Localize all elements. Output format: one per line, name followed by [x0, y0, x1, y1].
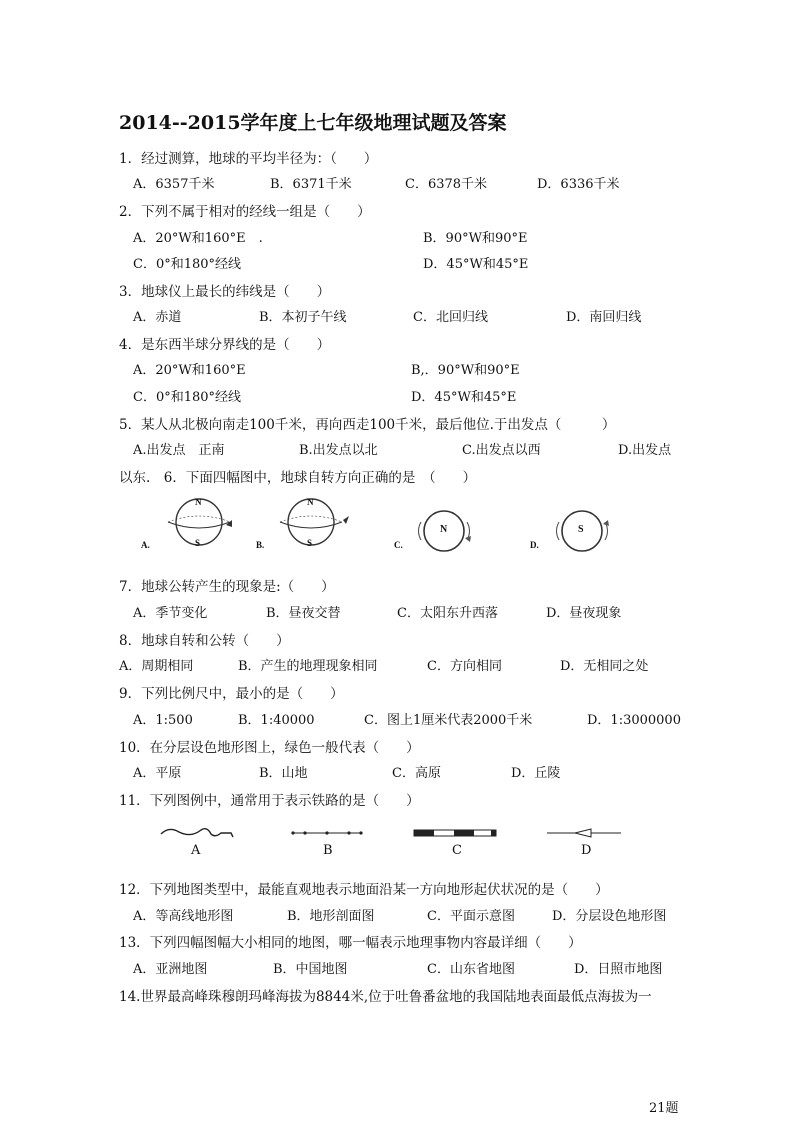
- q9-option-c: C．图上1厘米代表2000千米: [364, 713, 533, 728]
- q5-option-a: A.出发点 正南: [133, 443, 225, 458]
- q5-option-d: D.出发点: [618, 443, 672, 458]
- figure-label-a: A.: [141, 540, 150, 550]
- figure-label-b: B.: [256, 540, 265, 550]
- q4-option-a: A．20°W和160°E: [133, 363, 246, 378]
- q3-option-c: C．北回归线: [413, 310, 488, 325]
- q13-option-c: C．山东省地图: [427, 962, 515, 977]
- earth-rotation-figures: [138, 494, 678, 554]
- q3-option-d: D．南回归线: [566, 310, 642, 325]
- q5-option-c: C.出发点以西: [462, 443, 541, 458]
- question-2: 2．下列不属于相对的经线一组是（ ）: [119, 204, 371, 220]
- q1-option-b: B．6371千米: [270, 177, 352, 192]
- figure-c-n: N: [440, 524, 448, 535]
- q10-option-d: D．丘陵: [511, 766, 561, 781]
- figure-b-globe: [280, 499, 349, 545]
- q2-option-a: A．20°W和160°E .: [133, 231, 263, 246]
- legend-b-symbol: [291, 831, 362, 834]
- q7-option-c: C．太阳东升西落: [397, 606, 498, 621]
- question-1: 1．经过测算，地球的平均半径为：（ ）: [119, 151, 378, 167]
- q7-option-d: D．昼夜现象: [546, 606, 622, 621]
- figure-b-s: S: [307, 538, 313, 548]
- map-legend-figures: [155, 822, 630, 848]
- page-footer: 21题: [649, 1101, 679, 1116]
- q9-option-d: D．1:3000000: [587, 713, 681, 728]
- question-14: 14.世界最高峰珠穆朗玛峰海拔为8844米,位于吐鲁番盆地的我国陆地表面最低点海拔为一: [119, 989, 652, 1005]
- q9-option-a: A．1:500: [133, 713, 193, 728]
- question-9: 9．下列比例尺中，最小的是（ ）: [119, 686, 344, 702]
- question-4: 4．是东西半球分界线的是（ ）: [119, 337, 331, 353]
- legend-d-symbol: [547, 829, 621, 837]
- question-11: 11．下列图例中，通常用于表示铁路的是（ ）: [119, 793, 420, 809]
- q8-option-d: D．无相同之处: [560, 659, 649, 674]
- q10-option-a: A．平原: [133, 766, 182, 781]
- q2-option-d: D．45°W和45°E: [423, 257, 529, 272]
- q4-option-c: C．0°和180°经线: [133, 390, 242, 405]
- legend-label-b: B: [323, 843, 333, 858]
- legend-a-symbol: [161, 829, 233, 837]
- figure-a-s: S: [195, 538, 201, 548]
- q1-option-a: A．6357千米: [133, 177, 215, 192]
- q12-option-b: B．地形剖面图: [287, 909, 375, 924]
- question-6: 以东. 6．下面四幅图中，地球自转方向正确的是 （ ）: [119, 470, 477, 486]
- q1-option-d: D．6336千米: [537, 177, 620, 192]
- legend-label-c: C: [452, 843, 462, 858]
- question-12: 12．下列地图类型中，最能直观地表示地面沿某一方向地形起伏状况的是（ ）: [119, 882, 609, 898]
- q2-option-c: C．0°和180°经线: [133, 257, 242, 272]
- q8-option-c: C．方向相同: [427, 659, 502, 674]
- q13-option-b: B．中国地图: [273, 962, 348, 977]
- figure-label-c: C.: [394, 540, 403, 550]
- question-10: 10．在分层设色地形图上，绿色一般代表（ ）: [119, 740, 420, 756]
- q12-option-a: A．等高线地形图: [133, 909, 234, 924]
- q3-option-b: B．本初子午线: [259, 310, 347, 325]
- figure-a-n: N: [195, 497, 202, 507]
- legend-label-d: D: [581, 843, 592, 858]
- legend-c-symbol: [414, 830, 496, 836]
- q2-option-b: B．90°W和90°E: [423, 231, 528, 246]
- q8-option-a: A．周期相同: [119, 659, 194, 674]
- q7-option-b: B．昼夜交替: [266, 606, 341, 621]
- q5-option-b: B.出发点以北: [299, 443, 378, 458]
- q10-option-c: C．高原: [392, 766, 441, 781]
- figure-label-d: D.: [530, 540, 539, 550]
- q10-option-b: B．山地: [259, 766, 308, 781]
- q4-option-b: B,．90°W和90°E: [411, 363, 520, 378]
- q8-option-b: B．产生的地理现象相同: [238, 659, 378, 674]
- legend-label-a: A: [191, 843, 201, 858]
- q13-option-d: D．日照市地图: [574, 962, 663, 977]
- q1-option-c: C．6378千米: [405, 177, 488, 192]
- question-7: 7．地球公转产生的现象是:（ ）: [119, 579, 335, 595]
- document-title: 2014--2015学年度上七年级地理试题及答案: [119, 112, 507, 134]
- q7-option-a: A．季节变化: [133, 606, 208, 621]
- q9-option-b: B．1:40000: [238, 713, 315, 728]
- q4-option-d: D．45°W和45°E: [411, 390, 517, 405]
- figure-b-n: N: [307, 497, 314, 507]
- q12-option-c: C．平面示意图: [427, 909, 515, 924]
- question-3: 3．地球仪上最长的纬线是（ ）: [119, 284, 331, 300]
- figure-d-s: S: [578, 524, 584, 535]
- question-5: 5．某人从北极向南走100千米，再向西走100千米，最后他位.于出发点（ ）: [119, 417, 616, 433]
- q12-option-d: D．分层设色地形图: [552, 909, 667, 924]
- question-13: 13．下列四幅图幅大小相同的地图，哪一幅表示地理事物内容最详细（ ）: [119, 935, 582, 951]
- q13-option-a: A．亚洲地图: [133, 962, 208, 977]
- question-8: 8．地球自转和公转（ ）: [119, 633, 290, 649]
- q3-option-a: A．赤道: [133, 310, 182, 325]
